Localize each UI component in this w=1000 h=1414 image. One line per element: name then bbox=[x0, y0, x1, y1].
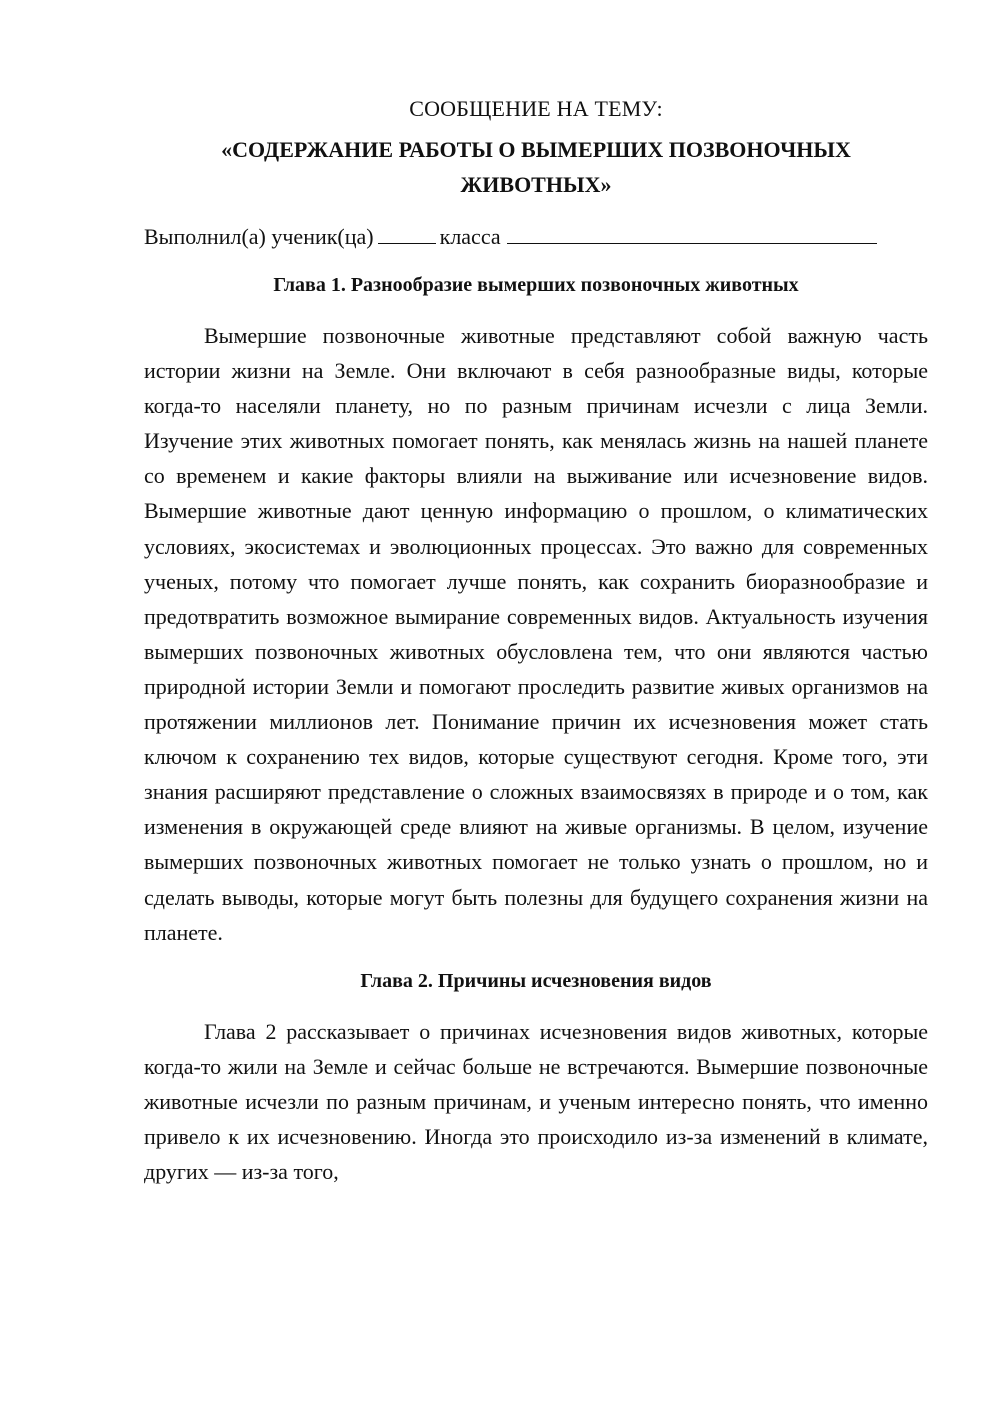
author-line bbox=[144, 220, 928, 254]
grade-blank-field bbox=[378, 221, 436, 244]
name-blank-field bbox=[507, 221, 877, 244]
author-line-prefix: Выполнил(а) ученик(ца) bbox=[144, 224, 374, 249]
author-line-middle: класса bbox=[439, 224, 501, 249]
document-content bbox=[144, 92, 928, 1199]
chapter-1-heading: Глава 1. Разнообразие вымерших позвоночных животных bbox=[273, 274, 799, 296]
document-label: СООБЩЕНИЕ НА ТЕМУ: bbox=[409, 96, 663, 121]
chapter-1-paragraph: Вымершие позвоночные животные представляют собой важную часть истории жизни на Земле. Они включают в себя разнообразные виды, которые когда-то населяли планету, но по разным причинам исчезли с лица Земли. Изучение этих животных помогает понять, как менялась жизнь на нашей планете со временем и какие факторы влияли на выживание или исчезновение видов. Вымершие животные дают ценную информацию о прошлом, о климатических условиях, экосистемах и эволюционных процессах. Это важно для современных ученых, потому что помогает лучше понять, как сохранить биоразнообразие и предотвратить возможное вымирание современных видов. Актуальность изучения вымерших позвоночных животных обусловлена тем, что они являются частью природной истории Земли и помогают проследить развитие живых организмов на протяжении миллионов лет. Понимание причин их исчезновения может стать ключом к сохранению тех видов, которые существуют сегодня. Кроме того, эти знания расширяют представление о сложных взаимосвязях в природе и о том, как изменения в окружающей среде влияют на живые организмы. В целом, изучение вымерших позвоночных животных помогает не только узнать о прошлом, но и сделать выводы, которые могут быть полезны для будущего сохранения жизни на планете. bbox=[144, 323, 928, 945]
chapter-2-paragraph: Глава 2 рассказывает о причинах исчезновения видов животных, которые когда-то жили на Земле и сейчас больше не встречаются. Вымершие позвоночные животные исчезли по разным причинам, и ученым интересно понять, что именно привело к их исчезновению. Иногда это происходило из-за изменений в климате, других — из-за того, bbox=[144, 1018, 928, 1185]
chapter-2-heading: Глава 2. Причины исчезновения видов bbox=[360, 969, 712, 992]
document-title: «СОДЕРЖАНИЕ РАБОТЫ О ВЫМЕРШИХ ПОЗВОНОЧНЫХ ЖИВОТНЫХ» bbox=[221, 137, 851, 197]
